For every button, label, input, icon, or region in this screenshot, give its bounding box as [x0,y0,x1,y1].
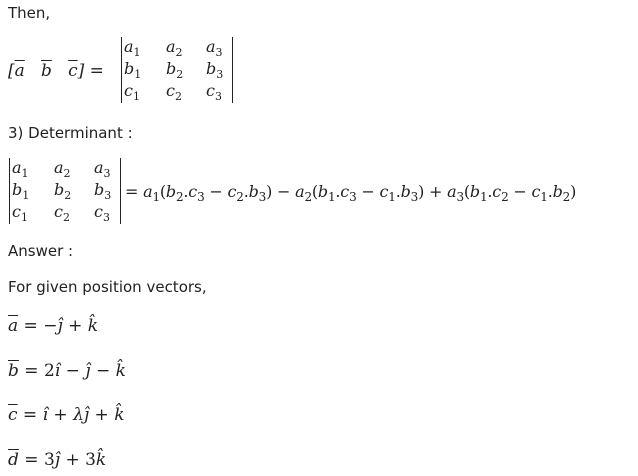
matrix-cell: $b_1$ [12,180,30,202]
answer-label: Answer : [8,242,74,260]
matrix-cell: $c_3$ [94,202,110,224]
matrix-cell: $b_2$ [166,59,184,81]
box-product-determinant [121,37,233,103]
matrix-cell: $b_1$ [124,59,142,81]
determinant-heading: 3) Determinant : [8,124,133,142]
matrix-cell: $c_2$ [54,202,70,224]
matrix-cell: $b_2$ [54,180,72,202]
determinant-matrix [9,158,121,224]
matrix-cell: $a_2$ [166,37,183,59]
vector-c: $\overline{c}$ = î + λĵ + k̂ [8,405,125,425]
matrix-cell: $c_3$ [206,81,222,103]
determinant-expansion: = $a_1(b_2.c_3 - c_2.b_3) - a_2(b_1.c_3 - c_1.b_3) + a_3(b_1.c_2 - c_1.b_2)$ [125,182,577,204]
matrix-cell: $b_3$ [94,180,112,202]
matrix-cell: $a_3$ [206,37,223,59]
matrix-cell: $c_1$ [124,81,140,103]
vector-b: $\overline{b}$ = 2î − ĵ − k̂ [8,361,126,381]
box-product-lhs: [$\overline{a}$ $\overline{b}$ $\overline{c}$] = [8,61,104,81]
matrix-cell: $a_1$ [124,37,141,59]
vector-a: $\overline{a}$ = −ĵ + k̂ [8,316,99,336]
matrix-cell: $b_3$ [206,59,224,81]
answer-intro: For given position vectors, [8,278,207,296]
matrix-cell: $a_3$ [94,158,111,180]
matrix-cell: $a_1$ [12,158,29,180]
vector-d: $\overline{d}$ = 3ĵ + 3k̂ [8,450,107,470]
matrix-cell: $c_2$ [166,81,182,103]
intro-text: Then, [8,4,51,22]
matrix-cell: $c_1$ [12,202,28,224]
matrix-cell: $a_2$ [54,158,71,180]
